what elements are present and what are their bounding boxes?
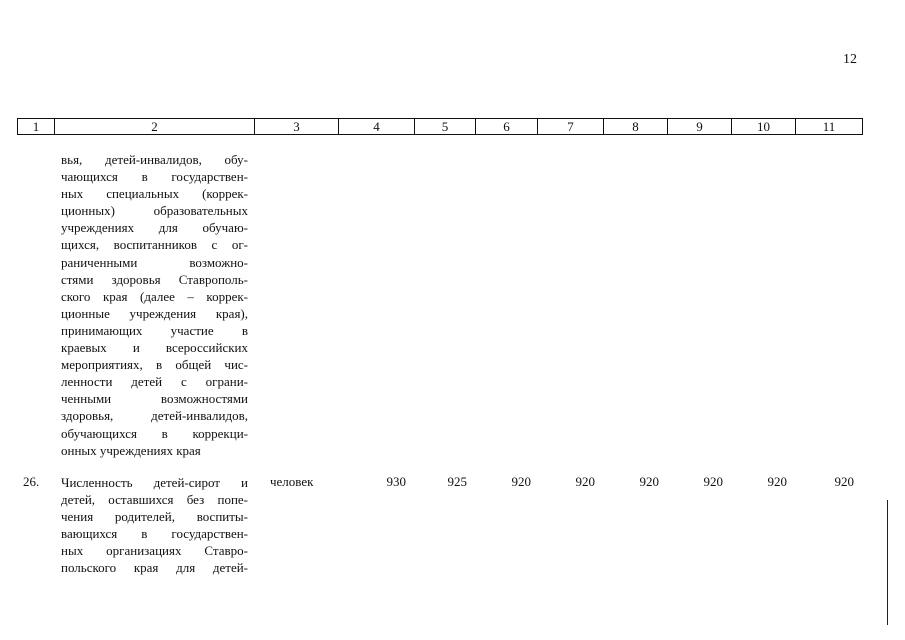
column-header-3: 3 <box>255 119 339 134</box>
text-line: краевых и всероссийских <box>61 340 248 356</box>
row-26-value-col9: 920 <box>703 474 723 489</box>
row-26-value-col11: 920 <box>834 474 854 489</box>
row-26-indicator-text <box>61 474 248 577</box>
text-line: чающихся в государствен- <box>61 169 248 185</box>
column-header-10: 10 <box>732 119 796 134</box>
column-header-11: 11 <box>822 119 836 134</box>
column-header-1: 1 <box>18 119 55 134</box>
column-header-8: 8 <box>604 119 668 134</box>
text-line: ных организациях Ставро- <box>61 543 248 559</box>
continued-indicator-text <box>61 151 248 459</box>
text-line: онных учреждениях края <box>61 442 201 458</box>
text-line: ского края (далее – коррек- <box>61 288 248 304</box>
text-line: ленности детей с ограни- <box>61 374 248 390</box>
text-line: ционных) образовательных <box>61 203 248 219</box>
text-line: детей, оставшихся без попе- <box>61 492 248 508</box>
column-header-2: 2 <box>55 119 255 134</box>
column-header-row <box>17 118 863 135</box>
text-line: ционные учреждения края), <box>61 305 248 321</box>
text-line: стями здоровья Ставрополь- <box>61 271 248 287</box>
text-line: ченными возможностями <box>61 391 248 407</box>
page-number: 12 <box>843 52 857 67</box>
text-line: мероприятиях, в общей чис- <box>61 357 248 373</box>
column-header-6: 6 <box>476 119 538 134</box>
text-line: раниченными возможно- <box>61 254 248 270</box>
row-26-unit: человек <box>270 474 314 489</box>
row-26-value-col4: 930 <box>386 474 406 489</box>
row-26-value-col8: 920 <box>639 474 659 489</box>
text-line: ных специальных (коррек- <box>61 186 248 202</box>
text-line: учреждениях для обучаю- <box>61 220 248 236</box>
row-26-number: 26. <box>23 474 40 489</box>
row-26-value-col10: 920 <box>767 474 787 489</box>
text-line: вья, детей-инвалидов, обу- <box>61 152 248 167</box>
text-line: Численность детей-сирот и <box>61 475 248 490</box>
row-26-value-col5: 925 <box>447 474 467 489</box>
column-header-4: 4 <box>339 119 415 134</box>
row-26-value-col7: 920 <box>575 474 595 489</box>
scan-edge-line <box>887 500 888 625</box>
column-header-9: 9 <box>668 119 732 134</box>
text-line: здоровья, детей-инвалидов, <box>61 408 248 424</box>
column-header-5: 5 <box>415 119 476 134</box>
column-header-7: 7 <box>538 119 604 134</box>
text-line: чения родителей, воспиты- <box>61 509 248 525</box>
text-line: принимающих участие в <box>61 322 248 338</box>
text-line: вающихся в государствен- <box>61 526 248 542</box>
text-line: обучающихся в коррекци- <box>61 425 248 441</box>
text-line: щихся, воспитанников с ог- <box>61 237 248 253</box>
row-26-value-col6: 920 <box>511 474 531 489</box>
text-line: польского края для детей- <box>61 560 248 576</box>
